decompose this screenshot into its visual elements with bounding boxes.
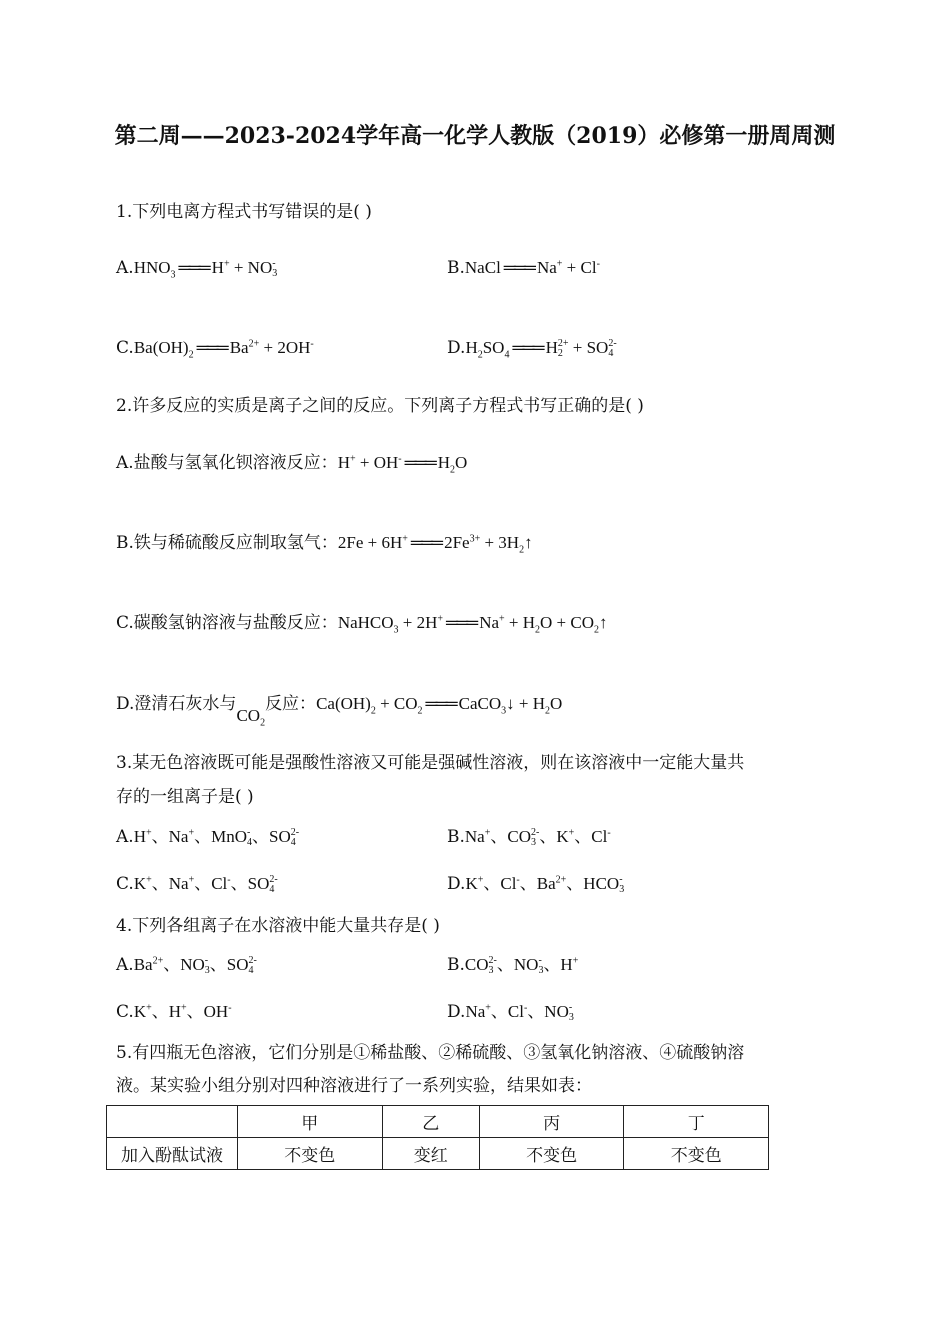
question-4-stem: 4.下列各组离子在水溶液中能大量共存是( ): [116, 916, 440, 936]
formula: NaHCO$_3$ + 2H+ ═══ $Na^+ + H_2O$ + $CO_2↑$: [337, 613, 608, 636]
formula: $Ba(OH)_2$ ═══ $Ba^{2+} + 2OH^-$: [133, 338, 314, 361]
formula: $HNO_3$ ═══ H+ + NO - 3: [133, 258, 278, 281]
formula: $H_2SO_4$ ═══ H 2+ 2 + SO 2- 4: [465, 338, 617, 361]
option-letter: D.: [447, 874, 466, 894]
option-letter: B.: [447, 955, 465, 975]
question-2-stem: 2.许多反应的实质是离子之间的反应。下列离子方程式书写正确的是( ): [116, 396, 644, 416]
option-letter: C.: [116, 874, 134, 894]
option-text: D.澄清石灰水与: [116, 694, 237, 714]
page-title: 第二周——2023-2024学年高一化学人教版（2019）必修第一册周周测: [114, 123, 836, 149]
option-letter: B.: [447, 827, 465, 847]
table-cell: 不变色: [238, 1138, 383, 1170]
q3-option-b[interactable]: [447, 825, 611, 849]
formula: CO 2- 3 、NO - 3 、H+: [464, 955, 579, 977]
option-letter: D.: [447, 1002, 466, 1022]
table-header-row: [107, 1106, 769, 1138]
question-5-stem-line1: 5.有四瓶无色溶液，它们分别是①稀盐酸、②稀硫酸、③氢氧化钠溶液、④硫酸钠溶: [116, 1043, 745, 1063]
formula: K+、H+、OH-: [133, 1002, 232, 1021]
table-header-cell: [107, 1106, 238, 1138]
formula: $Ca(OH)_2 + CO_2$ ═══ CaCO$_3$↓ + $H_2O$: [316, 694, 563, 717]
option-letter: B.: [447, 258, 465, 278]
option-text: C.碳酸氢钠溶液与盐酸反应：: [116, 613, 338, 633]
q3-option-a[interactable]: [116, 825, 299, 849]
option-text: 反应：: [265, 694, 317, 714]
table-cell: 不变色: [624, 1138, 769, 1170]
formula: H+、Na+、MnO - 4 、SO 2- 4: [133, 827, 300, 849]
question-3-stem-line1: 3.某无色溶液既可能是强酸性溶液又可能是强碱性溶液，则在该溶液中一定能大量共: [116, 753, 745, 773]
question-3-stem-line2: 存的一组离子是( ): [116, 787, 254, 807]
q4-option-c[interactable]: [116, 1000, 232, 1024]
table-cell: 加入酚酞试液: [107, 1138, 238, 1170]
formula-co2: $CO_2$: [236, 706, 266, 729]
formula: Na+、CO 2- 3 、K+、Cl-: [464, 827, 611, 849]
q1-option-b[interactable]: [447, 256, 600, 280]
q3-option-d[interactable]: [447, 872, 624, 896]
formula: $Ba^{2+}$、NO - 3 、SO 2- 4: [133, 955, 257, 977]
q4-option-a[interactable]: [116, 953, 257, 977]
q1-option-d[interactable]: [447, 336, 617, 360]
table-row: [107, 1138, 769, 1170]
q2-option-a[interactable]: [116, 451, 467, 475]
option-text: A.盐酸与氢氧化钡溶液反应：: [116, 453, 338, 473]
formula: K+、Cl-、$Ba^{2+}$、HCO - 3: [465, 874, 625, 896]
formula: H+ + OH- ═══ $H_2O$: [337, 453, 468, 476]
q2-option-b[interactable]: [116, 531, 533, 555]
option-letter: A.: [116, 955, 134, 975]
table-header-cell: 丙: [479, 1106, 624, 1138]
q2-option-d[interactable]: [116, 692, 563, 729]
q2-option-c[interactable]: [116, 611, 608, 635]
q1-option-c[interactable]: [116, 336, 314, 360]
q1-option-a[interactable]: [116, 256, 277, 280]
table-header-cell: 乙: [382, 1106, 479, 1138]
table-header-cell: 甲: [238, 1106, 383, 1138]
q3-option-c[interactable]: [116, 872, 278, 896]
q4-option-b[interactable]: [447, 953, 578, 977]
formula: NaCl ═══ Na+ + Cl-: [464, 258, 600, 277]
option-letter: C.: [116, 1002, 134, 1022]
q4-option-d[interactable]: [447, 1000, 574, 1024]
result-table: [106, 1105, 769, 1170]
question-1-stem: 1.下列电离方程式书写错误的是( ): [116, 202, 372, 222]
formula: K+、Na+、Cl-、SO 2- 4: [133, 874, 278, 896]
formula: Na+、Cl-、NO - 3: [465, 1002, 574, 1024]
option-letter: C.: [116, 338, 134, 358]
option-text: B.铁与稀硫酸反应制取氢气：: [116, 533, 338, 553]
option-letter: D.: [447, 338, 466, 358]
question-5-stem-line2: 液。某实验小组分别对四种溶液进行了一系列实验，结果如表：: [116, 1076, 592, 1096]
option-letter: A.: [116, 827, 134, 847]
table-header-cell: 丁: [624, 1106, 769, 1138]
option-letter: A.: [116, 258, 134, 278]
formula: 2Fe + 6H+ ═══ $2Fe^{3+}$ + $3H_2↑$: [337, 533, 533, 556]
table-cell: 不变色: [479, 1138, 624, 1170]
table-cell: 变红: [382, 1138, 479, 1170]
